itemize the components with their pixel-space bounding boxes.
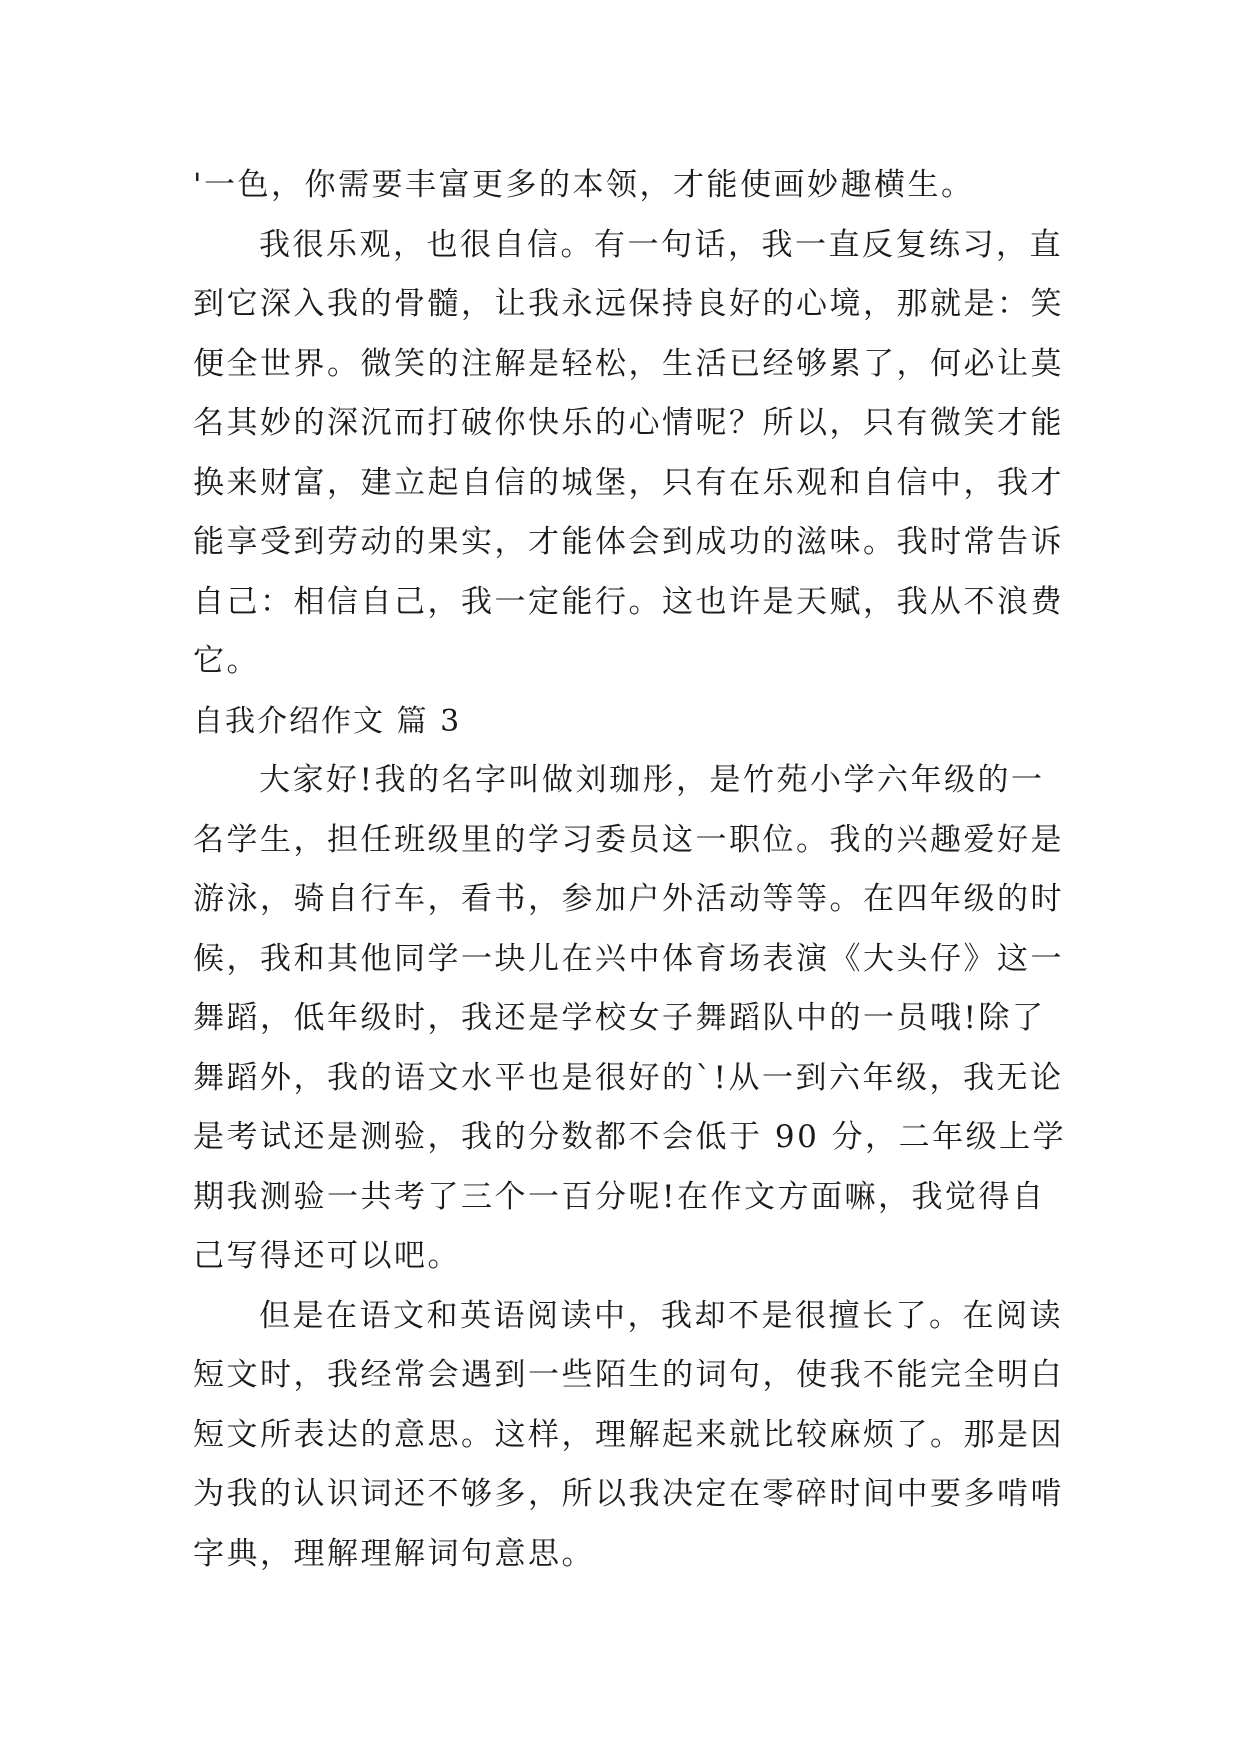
paragraph-first-line: 但是在语文和英语阅读中，我却不是很擅长了。在阅读 — [259, 1297, 1063, 1334]
text-line: 字典，理解理解词句意思。 — [193, 1535, 595, 1572]
text-line: 名学生，担任班级里的学习委员这一职位。我的兴趣爱好是 — [193, 821, 1064, 858]
text-line: 换来财富，建立起自信的城堡，只有在乐观和自信中，我才 — [193, 464, 1064, 501]
text-line: 为我的认识词还不够多，所以我决定在零碎时间中要多啃啃 — [193, 1476, 1064, 1512]
text-line: 舞蹈，低年级时，我还是学校女子舞蹈队中的一员哦!除了 — [193, 1000, 1046, 1036]
text-line: 自己：相信自己，我一定能行。这也许是天赋，我从不浪费 — [193, 583, 1064, 620]
section-heading: 自我介绍作文 篇 3 — [193, 703, 462, 739]
text-line: 期我测验一共考了三个一百分呢!在作文方面嘛，我觉得自 — [193, 1178, 1046, 1215]
document-body — [193, 156, 1067, 1584]
text-line: 便全世界。微笑的注解是轻松，生活已经够累了，何必让莫 — [193, 345, 1064, 382]
text-line: 能享受到劳动的果实，才能体会到成功的滋味。我时常告诉 — [193, 524, 1064, 560]
text-line: 短文时，我经常会遇到一些陌生的词句，使我不能完全明白 — [193, 1357, 1064, 1393]
text-line: 名其妙的深沉而打破你快乐的心情呢？所以，只有微笑才能 — [193, 405, 1064, 441]
text-line: 游泳，骑自行车，看书，参加户外活动等等。在四年级的时 — [193, 881, 1064, 917]
text-line: 它。 — [193, 643, 260, 679]
text-line: 到它深入我的骨髓，让我永远保持良好的心境，那就是：笑 — [193, 286, 1064, 322]
text-line: 舞蹈外，我的语文水平也是很好的`!从一到六年级，我无论 — [193, 1059, 1064, 1096]
text-line: '一色，你需要丰富更多的本领，才能使画妙趣横生。 — [193, 167, 975, 203]
paragraph-first-line: 大家好!我的名字叫做刘珈彤，是竹苑小学六年级的一 — [259, 762, 1045, 798]
paragraph-first-line: 我很乐观，也很自信。有一句话，我一直反复练习，直 — [259, 226, 1063, 263]
text-line: 是考试还是测验，我的分数都不会低于 90 分，二年级上学 — [193, 1119, 1067, 1155]
text-line: 候，我和其他同学一块儿在兴中体育场表演《大头仔》这一 — [193, 940, 1064, 977]
text-line: 己写得还可以吧。 — [193, 1238, 461, 1274]
text-line: 短文所表达的意思。这样，理解起来就比较麻烦了。那是因 — [193, 1416, 1064, 1453]
